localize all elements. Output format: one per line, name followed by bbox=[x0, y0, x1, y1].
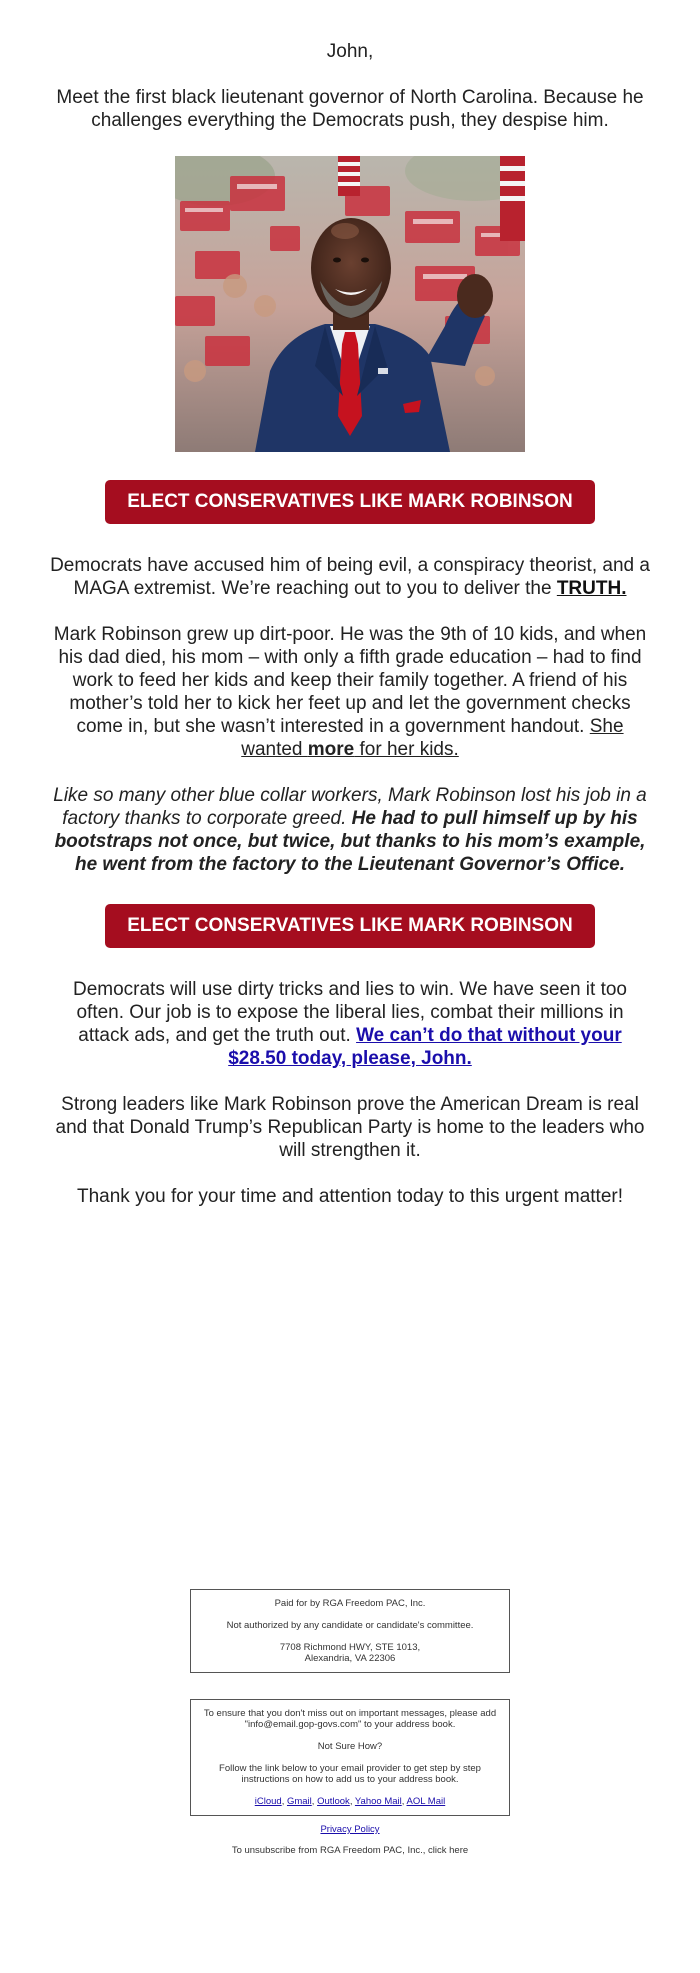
provider-links: iCloud, Gmail, Outlook, Yahoo Mail, AOL Mail bbox=[254, 1796, 446, 1807]
truth-emphasis: TRUTH. bbox=[556, 578, 627, 599]
unsubscribe-text[interactable]: To unsubscribe from RGA Freedom PAC, Inc., click here bbox=[231, 1845, 469, 1856]
address-book-note: To ensure that you don't miss out on important messages, please add "info@email.gop-govs.com" to your address book. bbox=[203, 1708, 497, 1730]
paragraph-factory-bold: He had to pull himself up by his bootstraps not once, but twice, but thanks to his mom’s example, he went from the factory to the Lieutenant Governor’s Office. bbox=[54, 808, 646, 875]
paragraph-accusations-text: Democrats have accused him of being evil, a conspiracy theorist, and a MAGA extremist. We’re reaching out to you to deliver the bbox=[50, 555, 650, 599]
elect-conservatives-button-2[interactable]: ELECT CONSERVATIVES LIKE MARK ROBINSON bbox=[105, 904, 595, 948]
paragraph-thank-you: Thank you for your time and attention today to this urgent matter! bbox=[76, 1186, 624, 1207]
hero-photo[interactable] bbox=[175, 156, 525, 452]
paragraph-factory-italic: Like so many other blue collar workers, Mark Robinson lost his job in a factory thanks to corporate greed. bbox=[53, 785, 647, 829]
instructions-text: Follow the link below to your email provider to get step by step instructions on how to add us to your address book. bbox=[219, 1763, 481, 1785]
paragraph-accusations bbox=[50, 554, 650, 600]
privacy-policy-row bbox=[50, 1824, 650, 1835]
email-body bbox=[50, 0, 650, 1856]
address-line-2: Alexandria, VA 22306 bbox=[304, 1653, 396, 1664]
cta-container-2 bbox=[50, 904, 650, 948]
paragraph-dirty-tricks-text: Democrats will use dirty tricks and lies to win. We have seen it too often. Our job is to expose the liberal lies, combat their millions in attack ads, and get the truth out. bbox=[72, 979, 628, 1046]
address-line-1: 7708 Richmond HWY, STE 1013, bbox=[279, 1642, 421, 1653]
she-wanted-text: She wanted bbox=[241, 716, 624, 760]
donate-link[interactable]: We can’t do that without your $28.50 today, please, John. bbox=[228, 1025, 622, 1069]
address-book-box bbox=[190, 1699, 510, 1816]
privacy-policy-link[interactable]: Privacy Policy bbox=[320, 1824, 380, 1835]
provider-link-yahoo[interactable]: Yahoo Mail bbox=[354, 1796, 402, 1807]
not-authorized-text: Not authorized by any candidate or candidate's committee. bbox=[226, 1620, 474, 1631]
provider-link-aol[interactable]: AOL Mail bbox=[406, 1796, 446, 1807]
paid-for-text: Paid for by RGA Freedom PAC, Inc. bbox=[274, 1598, 426, 1609]
more-emphasis: more bbox=[307, 739, 355, 760]
paragraph-dirty-tricks bbox=[50, 978, 650, 1070]
paragraph-factory bbox=[50, 784, 650, 876]
paragraph-american-dream: Strong leaders like Mark Robinson prove the American Dream is real and that Donald Trump’s Republican Party is home to the leaders who will strengthen it. bbox=[55, 1094, 645, 1161]
address-text bbox=[201, 1642, 499, 1664]
paragraph-childhood-text: Mark Robinson grew up dirt-poor. He was the 9th of 10 kids, and when his dad died, his mom – with only a fifth grade education – had to find work to feed her kids and keep their family together. A friend of his mother’s told her to kick her feet up and let the government checks come in, but she wasn’t interested in a government handout. bbox=[53, 624, 647, 737]
disclaimer-box bbox=[190, 1589, 510, 1673]
paragraph-childhood bbox=[50, 623, 650, 761]
elect-conservatives-button[interactable]: ELECT CONSERVATIVES LIKE MARK ROBINSON bbox=[105, 480, 595, 524]
intro-paragraph: Meet the first black lieutenant governor of North Carolina. Because he challenges everything the Democrats push, they despise him. bbox=[56, 87, 644, 131]
provider-link-gmail[interactable]: Gmail bbox=[286, 1796, 312, 1807]
greeting: John, bbox=[326, 41, 374, 62]
for-her-kids-text: for her kids. bbox=[354, 739, 459, 760]
cta-container-1 bbox=[50, 480, 650, 524]
provider-link-icloud[interactable]: iCloud bbox=[254, 1796, 282, 1807]
provider-link-outlook[interactable]: Outlook bbox=[317, 1796, 350, 1807]
not-sure-text: Not Sure How? bbox=[317, 1741, 383, 1752]
